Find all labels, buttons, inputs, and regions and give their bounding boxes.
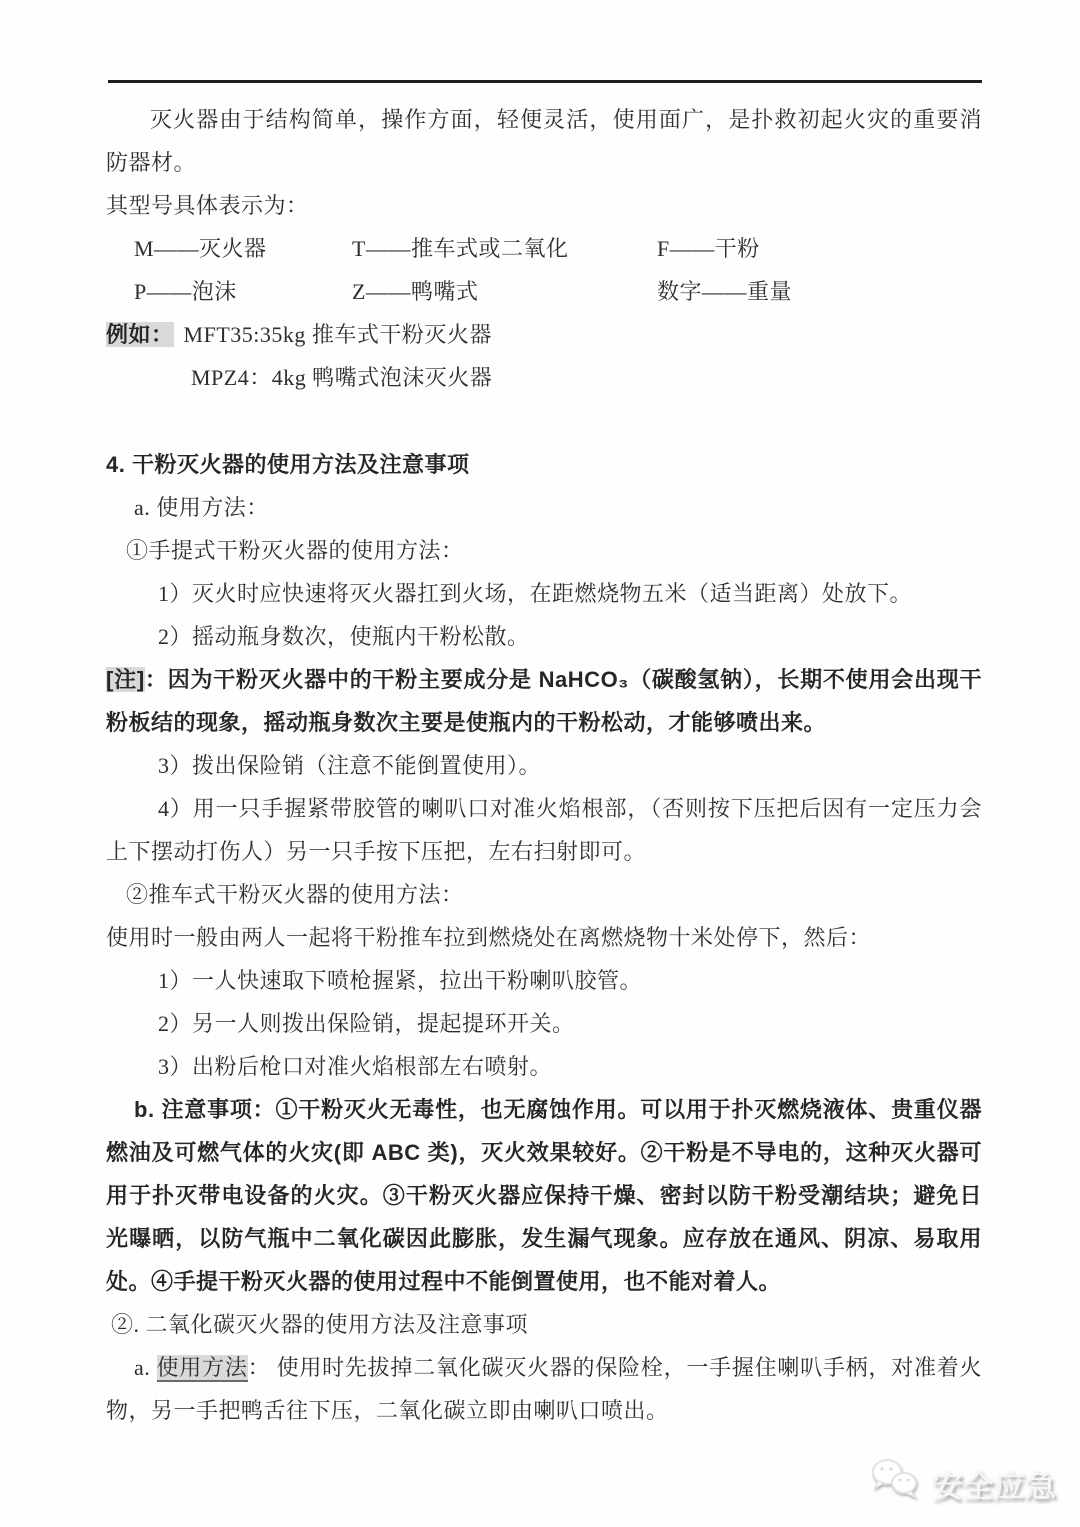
model-code-m: M——灭火器 xyxy=(134,236,267,261)
note-text: 因为干粉灭火器中的干粉主要成分是 NaHCO₃（碳酸氢钠），长期不使用会出现干粉板结的现象，摇动瓶身数次主要是使瓶内的干粉松动，才能够喷出来。 xyxy=(106,667,982,735)
cart-step-2: 2）另一人则拨出保险销，提起提环开关。 xyxy=(158,1011,575,1036)
co2-heading: ②. 二氧化碳灭火器的使用方法及注意事项 xyxy=(111,1312,529,1337)
note-paragraph xyxy=(106,658,982,744)
watermark-badge xyxy=(870,1457,1056,1509)
watermark-text: 安全应急 xyxy=(932,1468,1056,1504)
model-code-table xyxy=(106,227,982,313)
cautions-paragraph: b. 注意事项：①干粉灭火无毒性，也无腐蚀作用。可以用于扑灭燃烧液体、贵重仪器燃油及可燃气体的火灾(即 ABC 类)，灭火效果较好。②干粉是不导电的，这种灭火器可用于扑灭带电设备的火灾。③干粉灭火器应保持干燥、密封以防干粉受潮结块；避免日光曝晒，以防气瓶中二氧化碳因此膨胀，发生漏气现象。应存放在通风、阴凉、易取用处。④手提干粉灭火器的使用过程中不能倒置使用，也不能对着人。 xyxy=(106,1097,982,1294)
handheld-step-3: 3）拨出保险销（注意不能倒置使用）。 xyxy=(158,753,542,778)
handheld-step-4: 4）用一只手握紧带胶管的喇叭口对准火焰根部，（否则按下压把后因有一定压力会上下摆动打伤人）另一只手按下压把，左右扫射即可。 xyxy=(106,796,982,864)
page-top-rule xyxy=(108,80,982,83)
example-item-1: MFT35:35kg 推车式干粉灭火器 xyxy=(183,322,492,347)
model-code-z: Z——鸭嘴式 xyxy=(352,279,479,304)
note-label: [注] xyxy=(106,667,145,692)
co2-usage-colon: ： xyxy=(247,1355,271,1380)
handheld-step-2: 2）摇动瓶身数次，使瓶内干粉松散。 xyxy=(158,624,530,649)
model-code-f: F——干粉 xyxy=(657,236,760,261)
document-content xyxy=(106,98,982,1432)
co2-usage-text: 使用时先拔掉二氧化碳灭火器的保险栓，一手握住喇叭手柄，对准着火物，另一手把鸭舌往下压，二氧化碳立即由喇叭口喷出。 xyxy=(106,1355,982,1423)
handheld-heading: ①手提式干粉灭火器的使用方法： xyxy=(126,538,464,563)
cart-step-1: 1）一人快速取下喷枪握紧，拉出干粉喇叭胶管。 xyxy=(158,968,643,993)
example-line-2 xyxy=(106,356,982,399)
wechat-icon xyxy=(870,1457,922,1509)
co2-usage-label: 使用方法 xyxy=(156,1355,248,1380)
model-code-p: P——泡沫 xyxy=(134,279,237,304)
dry-powder-usage-label: a. 使用方法： xyxy=(134,495,269,520)
model-intro-line: 其型号具体表示为： xyxy=(106,193,309,218)
cart-heading: ②推车式干粉灭火器的使用方法： xyxy=(126,882,464,907)
example-label: 例如： xyxy=(106,322,174,347)
dry-powder-heading: 4. 干粉灭火器的使用方法及注意事项 xyxy=(106,452,470,477)
intro-paragraph: 灭火器由于结构简单，操作方面，轻便灵活，使用面广，是扑救初起火灾的重要消防器材。 xyxy=(106,107,982,175)
cart-step-3: 3）出粉后枪口对准火焰根部左右喷射。 xyxy=(158,1054,553,1079)
co2-usage-paragraph xyxy=(106,1346,982,1432)
model-code-number: 数字——重量 xyxy=(657,279,793,304)
note-colon: ： xyxy=(144,667,168,692)
model-code-t: T——推车式或二氧化 xyxy=(352,236,569,261)
handheld-step-1: 1）灭火时应快速将灭火器扛到火场，在距燃烧物五米（适当距离）处放下。 xyxy=(158,581,913,606)
example-line-1 xyxy=(106,313,982,356)
cart-intro: 使用时一般由两人一起将干粉推车拉到燃烧处在离燃烧物十米处停下，然后： xyxy=(106,925,872,950)
example-item-2: MPZ4：4kg 鸭嘴式泡沫灭火器 xyxy=(191,365,493,390)
co2-usage-prefix: a. xyxy=(134,1355,157,1380)
